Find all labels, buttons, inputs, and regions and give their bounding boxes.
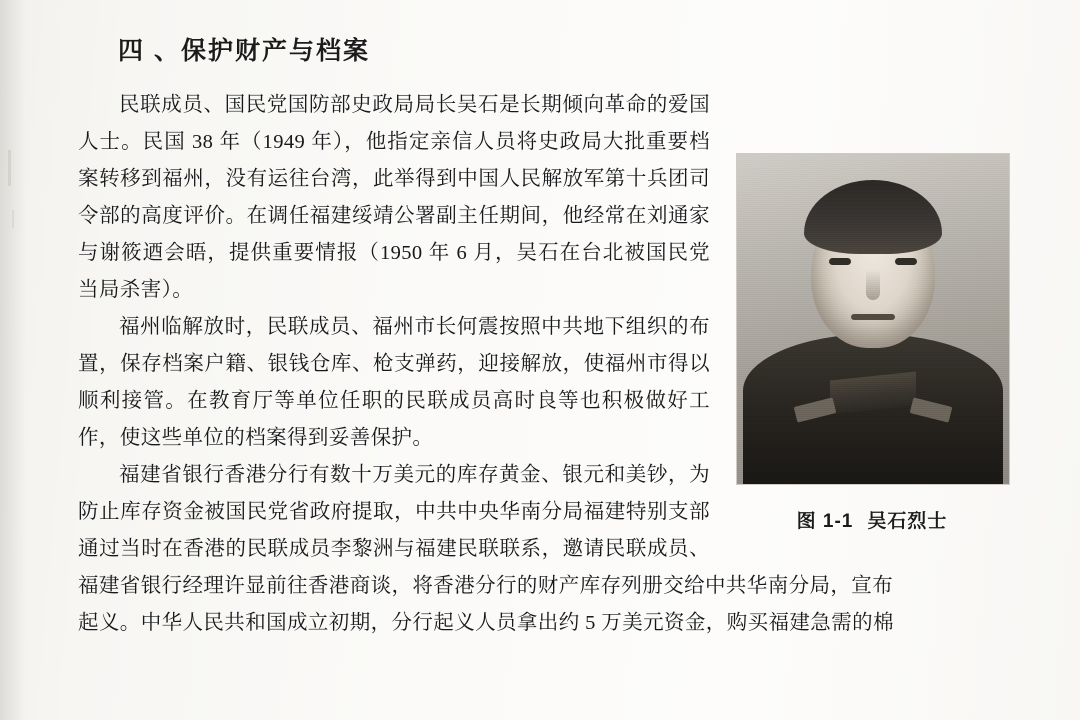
scan-artifact	[8, 150, 11, 186]
body-text-block	[78, 87, 1008, 605]
scan-artifact	[12, 210, 14, 228]
paragraph-1: 民联成员、国民党国防部史政局局长吴石是长期倾向革命的爱国人士。民国 38 年（1949 年），他指定亲信人员将史政局大批重要档案转移到福州，没有运往台湾，此举得到中国人民解放军第十兵团司令部的高度评价。在调任福建绥靖公署副主任期间，他经常在刘通家与谢筱迺会晤，提供重要情报（1950 年 6 月，吴石在台北被国民党当局杀害）。	[78, 94, 710, 301]
figure-block	[736, 153, 1008, 540]
continuation-line: 起义。中华人民共和国成立初期，分行起义人员拿出约 5 万美元资金，购买福建急需的棉	[78, 612, 894, 634]
page-content	[78, 34, 1008, 642]
paragraph-3: 福建省银行香港分行有数十万美元的库存黄金、银元和美钞，为防止库存资金被国民党省政府提取，中共中央华南分局福建特别支部通过当时在香港的民联成员李黎洲与福建民联联系，邀请民联成员、福建省银行经理许显前往香港商谈，将香港分行的财产库存列册交给中共华南分局，宣布	[78, 464, 894, 597]
figure-caption-text: 吴石烈士	[867, 511, 948, 532]
photo-grain-overlay	[737, 154, 1009, 484]
portrait-photo	[736, 153, 1010, 485]
page-title: 四 、保护财产与档案	[118, 37, 370, 65]
paragraph-2: 福州临解放时，民联成员、福州市长何震按照中共地下组织的布置，保存档案户籍、银钱仓库、枪支弹药，迎接解放，使福州市得以顺利接管。在教育厅等单位任职的民联成员高时良等也积极做好工作，使这些单位的档案得到妥善保护。	[78, 316, 710, 449]
figure-caption	[736, 503, 1008, 540]
figure-caption-number: 图 1-1	[796, 511, 854, 532]
